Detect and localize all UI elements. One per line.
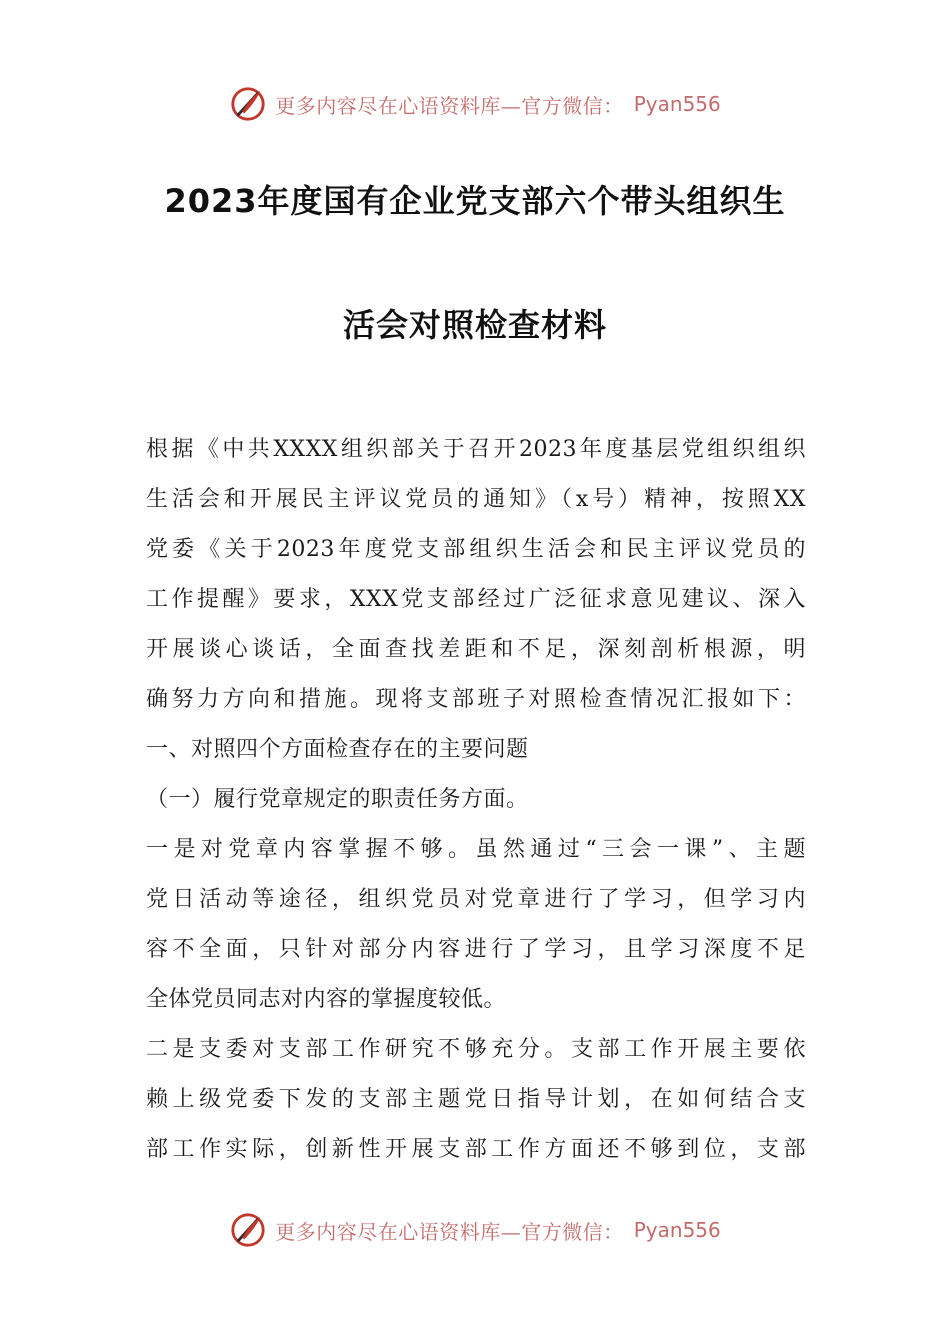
section-heading: 一、对照四个方面检查存在的主要问题 [146,737,529,762]
watermark-wechat-id: Pyan556 [633,92,721,116]
watermark-text: 更多内容尽在心语资料库—官方微信： [275,1219,624,1244]
body-line: 生活会和开展民主评议党员的通知》（x号）精神，按照XX [146,487,806,512]
body-line: 工作提醒》要求，XXX党支部经过广泛征求意见建议、深入 [146,587,806,612]
body-line: 党委《关于2023年度党支部组织生活会和民主评议党员的 [146,537,806,562]
document-title-line-1: 2023年度国有企业党支部六个带头组织生 [164,182,786,220]
header-watermark [0,84,950,124]
body-line: 二是支委对支部工作研究不够充分。支部工作开展主要依 [146,1037,806,1062]
body-line: 容不全面，只针对部分内容进行了学习，且学习深度不足 [146,937,806,962]
document-title-line-2: 活会对照检查材料 [342,306,607,344]
body-line: 开展谈心谈话，全面查找差距和不足，深刻剖析根源，明 [146,637,806,662]
watermark-text: 更多内容尽在心语资料库—官方微信： [275,93,624,118]
watermark-wechat-id: Pyan556 [633,1218,721,1242]
body-line: 党日活动等途径，组织党员对党章进行了学习，但学习内 [146,887,806,912]
subsection-heading: （一）履行党章规定的职责任务方面。 [146,787,529,812]
quill-logo-icon [229,1211,267,1249]
footer-watermark [0,1210,950,1250]
quill-logo-icon [229,85,267,123]
body-line: 确努力方向和措施。现将支部班子对照检查情况汇报如下： [146,687,806,712]
body-line: 全体党员同志对内容的掌握度较低。 [146,987,507,1012]
body-line: 赖上级党委下发的支部主题党日指导计划，在如何结合支 [146,1087,806,1112]
body-line: 一是对党章内容掌握不够。虽然通过“三会一课”、主题 [146,837,806,862]
body-line: 根据《中共XXXX组织部关于召开2023年度基层党组织组织 [146,437,806,462]
body-line: 部工作实际，创新性开展支部工作方面还不够到位，支部 [146,1137,806,1162]
document-body [146,425,806,1175]
